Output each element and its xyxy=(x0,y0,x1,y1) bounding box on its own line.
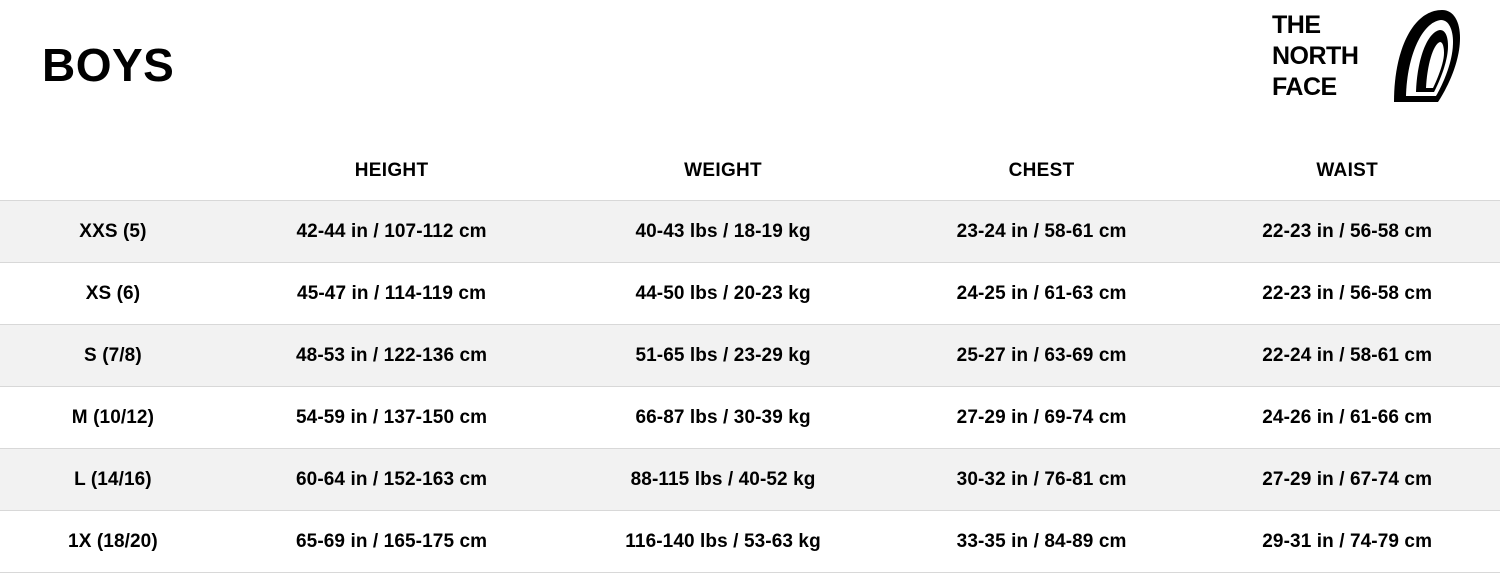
table-row xyxy=(0,511,1500,573)
column-header-height: HEIGHT xyxy=(354,160,429,181)
cell-waist: 27-29 in / 67-74 cm xyxy=(1194,449,1500,511)
brand-logo xyxy=(1272,8,1462,108)
cell-waist: 22-23 in / 56-58 cm xyxy=(1194,201,1500,263)
cell-weight: 51-65 lbs / 23-29 kg xyxy=(557,325,888,387)
cell-weight: 66-87 lbs / 30-39 kg xyxy=(557,387,888,449)
table-header-row xyxy=(0,160,1500,201)
table-header xyxy=(0,160,1500,201)
size-chart-table xyxy=(0,160,1500,573)
table-row xyxy=(0,387,1500,449)
cell-waist: 22-23 in / 56-58 cm xyxy=(1194,263,1500,325)
cell-chest: 25-27 in / 63-69 cm xyxy=(889,325,1195,387)
table-row xyxy=(0,263,1500,325)
cell-height: 65-69 in / 165-175 cm xyxy=(226,511,557,573)
brand-wordmark-line-2: NORTH xyxy=(1272,42,1359,70)
page-header xyxy=(0,0,1500,160)
page-title: BOYS xyxy=(42,39,175,91)
cell-weight: 116-140 lbs / 53-63 kg xyxy=(557,511,888,573)
cell-height: 48-53 in / 122-136 cm xyxy=(226,325,557,387)
cell-size: M (10/12) xyxy=(0,387,226,449)
column-header-size xyxy=(0,160,226,201)
cell-size: S (7/8) xyxy=(0,325,226,387)
cell-size: XXS (5) xyxy=(0,201,226,263)
brand-wordmark-line-3: FACE xyxy=(1272,73,1337,101)
cell-waist: 22-24 in / 58-61 cm xyxy=(1194,325,1500,387)
column-header-waist: WAIST xyxy=(1316,160,1379,181)
table-row xyxy=(0,201,1500,263)
column-header-weight: WEIGHT xyxy=(684,160,762,181)
cell-waist: 29-31 in / 74-79 cm xyxy=(1194,511,1500,573)
cell-size: XS (6) xyxy=(0,263,226,325)
cell-height: 42-44 in / 107-112 cm xyxy=(226,201,557,263)
brand-wordmark xyxy=(1272,10,1396,103)
cell-chest: 30-32 in / 76-81 cm xyxy=(889,449,1195,511)
cell-size: 1X (18/20) xyxy=(0,511,226,573)
cell-weight: 88-115 lbs / 40-52 kg xyxy=(557,449,888,511)
cell-height: 54-59 in / 137-150 cm xyxy=(226,387,557,449)
table-row xyxy=(0,325,1500,387)
cell-height: 45-47 in / 114-119 cm xyxy=(226,263,557,325)
cell-chest: 23-24 in / 58-61 cm xyxy=(889,201,1195,263)
cell-size: L (14/16) xyxy=(0,449,226,511)
cell-waist: 24-26 in / 61-66 cm xyxy=(1194,387,1500,449)
north-face-half-dome-icon xyxy=(1392,8,1462,104)
cell-chest: 33-35 in / 84-89 cm xyxy=(889,511,1195,573)
cell-weight: 44-50 lbs / 20-23 kg xyxy=(557,263,888,325)
table-body xyxy=(0,201,1500,573)
column-header-chest: CHEST xyxy=(1008,160,1075,181)
cell-chest: 27-29 in / 69-74 cm xyxy=(889,387,1195,449)
table-row xyxy=(0,449,1500,511)
brand-wordmark-line-1: THE xyxy=(1272,11,1321,39)
cell-chest: 24-25 in / 61-63 cm xyxy=(889,263,1195,325)
cell-weight: 40-43 lbs / 18-19 kg xyxy=(557,201,888,263)
cell-height: 60-64 in / 152-163 cm xyxy=(226,449,557,511)
